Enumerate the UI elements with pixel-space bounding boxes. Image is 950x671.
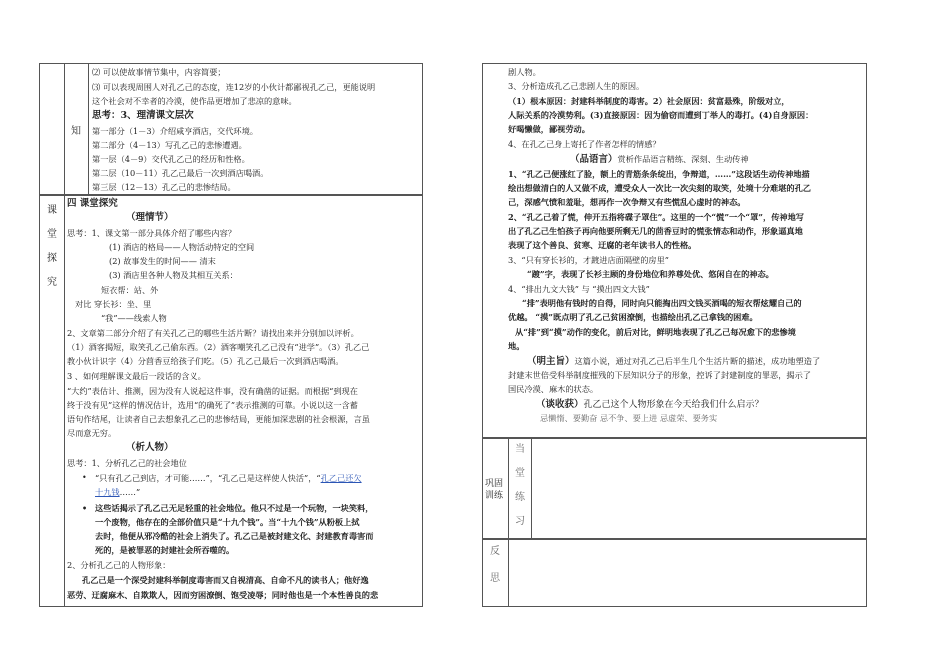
p2-2: 出了孔乙己生怕孩子再向他要所剩无几的茴香豆时的慌张情态和动作，形象逼真地 (508, 226, 803, 236)
r-line-2: 3、分析造成孔乙己悲剧人生的原因。 (508, 81, 645, 91)
p4b-1: “排”表明他有钱时的自得，同时向只能掏出四文钱买酒喝的短衣帮炫耀自己的 (522, 298, 802, 308)
q4: 思考：1、分析孔乙己的社会地位 (67, 458, 187, 468)
r-line-6: 4、在孔乙己身上寄托了作者怎样的情感？ (508, 139, 661, 149)
q5-line-2: 恶劳、迂腐麻木、自欺欺人，因而穷困潦倒、饱受凌辱；同时他也是一个本性善良的悲 (67, 590, 379, 600)
dangtang-2: 堂 (515, 468, 525, 479)
fansi-1: 反 (490, 546, 500, 557)
p4b-3: 从“排”到“摸”动作的变化，前后对比，鲜明地表现了孔乙己每况愈下的悲惨境 (515, 327, 796, 337)
sub-plot: （理情节） (126, 212, 174, 223)
q1-sub-1: 短衣帮：站、外 (101, 285, 159, 295)
top-line-5: 第一部分（1－3）介绍咸亨酒店，交代环境。 (92, 126, 258, 136)
q4-b2-3: 去时，他便从邪冷酷的社会上消失了。孔乙己是被封建文化、封建教育毒害而 (95, 531, 374, 541)
zhuzhi-1 (527, 356, 820, 367)
q1-sub-2: 对比 穿长衫：坐、里 (75, 299, 152, 309)
q1-sub-3: “我”——线索人物 (101, 313, 167, 323)
dangtang-4: 习 (515, 516, 525, 527)
shouhuo-question: 孔乙己这个人物形象在今天给我们什么启示？ (583, 400, 764, 410)
p3: 3、“只有穿长衫的，才踱进店面隔壁的房里” (508, 255, 669, 265)
top-line-1: ⑵ 可以使故事情节集中，内容简要； (92, 67, 226, 77)
top-line-8: 第二层（10－11）孔乙己最后一次到酒店喝酒。 (92, 168, 269, 178)
q2: 2、文章第二部分介绍了有关孔乙己的哪些生活片断？请找出来并分别加以评析。 (67, 328, 359, 338)
q5: 2、分析孔乙己的人物形象： (67, 560, 171, 570)
q4-bullet-1 (95, 473, 362, 483)
q5-line-1: 孔乙己是一个深受封建科举制度毒害而又自视清高、自命不凡的读书人；他好逸 (82, 575, 369, 585)
sub-language (570, 154, 749, 165)
q3-line-4: 尽而意无穷。 (67, 428, 117, 438)
top-line-6: 第二部分（4－13）写孔乙己的悲惨遭遇。 (92, 140, 247, 150)
practice-box (482, 438, 867, 539)
zhuzhi-title: （明主旨） (527, 356, 575, 367)
side-title-2: 堂 (47, 229, 57, 240)
practice-label: 巩固训练 (485, 479, 504, 501)
q1-item-1: (1) 酒店的格局——人物活动特定的空间 (109, 242, 255, 252)
r-line-4: 人际关系的冷漠势利。(3)直接原因：因为偷窃而遭到丁举人的毒打。(4)自身原因： (508, 110, 814, 120)
zhuzhi-text-1: 这篇小说，通过对孔乙己后半生几个生活片断的描述，成功地塑造了 (574, 356, 821, 366)
bullet-1: • (82, 473, 87, 482)
q4-bullet-1-text: “只有孔乙己到店，才可能……”，“孔乙己是这样使人快活”，“ (95, 473, 321, 483)
top-line-2: ⑶ 可以表现周围人对孔乙己的态度，连12岁的小伙计都鄙视孔乙己，更能说明 (92, 82, 376, 92)
section-title: 四 课堂探究 (67, 198, 118, 209)
q4-b2-4: 死的，是被罪恶的封建社会所吞噬的。 (95, 545, 235, 555)
sub-language-rest: 赏析作品语言精练、深刻、生动传神 (617, 154, 749, 164)
q4-b2-2: 一个废物，他存在的全部价值只是“十九个钱”。当“十九个钱”从粉板上拭 (95, 517, 360, 527)
q2-line-1: （1）酒客揭短，取笑孔乙己偷东西。（2）酒客嘲笑孔乙己没有“进学”。（3）孔乙己 (67, 342, 370, 352)
p1-1: 1、“孔乙己便涨红了脸，额上的青筋条条绽出，争辩道，……”这段话生动传神地描 (508, 169, 810, 179)
r-line-3: （1）根本原因：封建科举制度的毒害。2）社会原因：贫富悬殊，阶级对立， (508, 96, 790, 106)
q4-link-2[interactable]: 十九钱 (95, 487, 120, 497)
r-line-1: 剧人物。 (508, 67, 541, 77)
top-line-7: 第一层（4－9）交代孔乙己的经历和性格。 (92, 154, 250, 164)
p1-3: 己，深感气愤和羞耻，想再作一次争辩又有些慌乱心虚时的神态。 (508, 197, 746, 207)
q4-link[interactable]: 孔乙己还欠 (320, 473, 362, 483)
sub-character: （析人物） (126, 442, 174, 453)
p2-3: 表现了这个善良、贫寒、迂腐的老年读书人的性格。 (508, 240, 697, 250)
think-3: 思考：3、理清课文层次 (92, 110, 194, 121)
sub-language-title: （品语言） (570, 154, 618, 165)
q3-line-1: “大约”表估计、推测，因为没有人说起这件事，没有确凿的证据。而根据“到现在 (67, 386, 358, 396)
p4: 4、“排出九文大钱” 与 “摸出四文大钱” (508, 284, 650, 294)
dangtang-1: 当 (515, 444, 525, 455)
side-title-3: 探 (47, 253, 57, 264)
p1-2: 绘出想做清白的人又做不成，遭受众人一次比一次尖刻的取笑，处境十分难堪的孔乙 (508, 183, 811, 193)
zhuzhi-3: 国民冷漠、麻木的状态。 (508, 384, 599, 394)
fansi-2: 思 (490, 573, 500, 584)
top-line-3: 这个社会对不幸者的冷漠，使作品更增加了悲凉的意味。 (92, 96, 297, 106)
p3b: “踱”字，表现了长衫主顾的身份地位和养尊处优、悠闲自在的神态。 (527, 269, 774, 279)
p4b-4: 地。 (508, 341, 525, 351)
q1-item-2: (2) 故事发生的时间—— 清末 (109, 256, 216, 266)
shouhuo-title: （谈收获） (536, 399, 584, 410)
q4-b2-1: 这些话揭示了孔乙己无足轻重的社会地位。他只不过是一个玩物，一块笑料， (95, 503, 374, 513)
q4-bullet-1b (95, 487, 140, 497)
p4b-2: 优越。 “摸”既点明了孔乙己贫困潦倒，也描绘出孔乙己拿钱的困难。 (508, 312, 758, 322)
bullet-2: • (82, 503, 88, 513)
q3: 3 、如何理解课文最后一段话的含义。 (67, 371, 206, 381)
top-line-9: 第三层（12－13）孔乙己的悲惨结局。 (92, 182, 236, 192)
shouhuo-answer: 忌懒惰、要勤奋 忌不争、要上进 忌虚荣、要务实 (540, 413, 718, 423)
q3-line-2: 终于没有见”这样的情况估计，选用“的确死了”表示推测的可靠。小说以这一含蓄 (67, 400, 358, 410)
side-title-4: 究 (47, 277, 57, 288)
q1: 思考：1、课文第一部分具体介绍了哪些内容？ (67, 228, 236, 238)
q3-line-3: 语句作结尾，让读者自己去想象孔乙己的悲惨结局，更能加深悲剧的社会根源，言虽 (67, 414, 370, 424)
zhuzhi-2: 封建末世倍受科举制度摧残的下层知识分子的形象，控诉了封建制度的罪恶，揭示了 (508, 370, 811, 380)
q2-line-2: 教小伙计识字（4）分茴香豆给孩子们吃。（5）孔乙己最后一次到酒店喝酒。 (67, 356, 344, 366)
side-title-1: 课 (47, 205, 57, 216)
p2-1: 2、“孔乙己着了慌，伸开五指将碟子罩住”。这里的一个“慌”一个“罩”，传神地写 (508, 212, 804, 222)
shouhuo (536, 399, 764, 410)
reflection-box (482, 539, 867, 607)
dangtang-3: 练 (515, 492, 525, 503)
q1-item-3: (3) 酒店里各种人物及其相互关系： (109, 270, 238, 280)
q4-bullet-1-tail: ……” (119, 487, 141, 497)
zhi-label: 知 (71, 126, 81, 137)
r-line-5: 好喝懒做，鄙视劳动。 (508, 124, 590, 134)
